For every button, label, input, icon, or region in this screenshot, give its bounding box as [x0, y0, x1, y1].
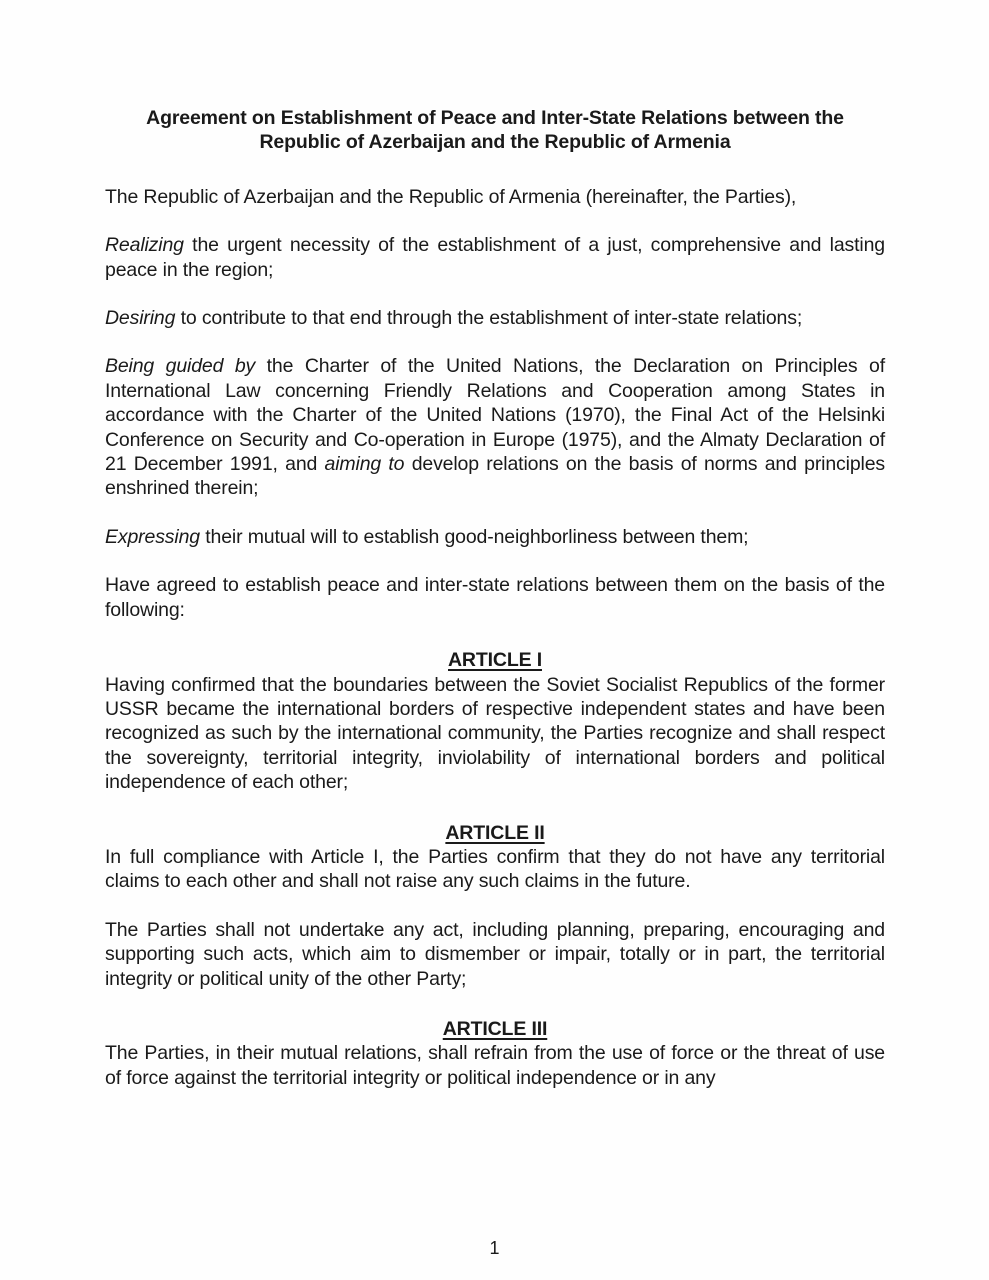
article-paragraph: The Parties, in their mutual relations, shall refrain from the use of force or the threat of use of force against the territorial integrity or political independence or in any: [105, 1042, 885, 1089]
paragraph-lead-italic: Desiring: [105, 307, 176, 330]
paragraph-text: develop relations on the basis of norms and principles enshrined therein;: [105, 453, 885, 500]
paragraph-lead-italic: Realizing: [105, 234, 184, 257]
article-heading-text: ARTICLE II: [445, 821, 545, 844]
paragraph-text: the urgent necessity of the establishment of a just, comprehensive and lasting peace in the region;: [105, 234, 885, 281]
article-section-1: [105, 648, 885, 794]
article-paragraph: The Parties shall not undertake any act, including planning, preparing, encouraging and supporting such acts, which aim to dismember or impair, totally or in part, the territorial integrity or political unity of the other Party;: [105, 918, 885, 990]
article-heading-text: ARTICLE I: [448, 649, 542, 672]
article-heading: [105, 648, 885, 672]
paragraph-inline-italic: aiming to: [324, 453, 405, 476]
preamble-paragraph: [105, 354, 885, 500]
preamble-paragraph: [105, 525, 885, 549]
article-section-2: [105, 821, 885, 991]
page-number: 1: [489, 1237, 500, 1258]
document-title: Agreement on Establishment of Peace and Inter-State Relations between the Republic of Azerbaijan and the Republic of Armenia: [146, 107, 844, 154]
paragraph-text: the Charter of the United Nations, the Declaration on Principles of International Law concerning Friendly Relations and Cooperation among States in accordance with the Charter of the United Nations (1970), the Final Act of the Helsinki Conference on Security and Co-operation in Europe (1975), and the Almaty Declaration of 21 December 1991, and: [105, 355, 885, 476]
article-heading-text: ARTICLE III: [442, 1017, 548, 1040]
paragraph-text: The Republic of Azerbaijan and the Republic of Armenia (hereinafter, the Parties),: [105, 185, 797, 208]
paragraph-text: to contribute to that end through the establishment of inter-state relations;: [175, 307, 803, 330]
preamble-section: [105, 185, 885, 622]
article-heading: [105, 1017, 885, 1041]
preamble-paragraph: [105, 573, 885, 622]
paragraph-lead-italic: Expressing: [105, 525, 200, 548]
preamble-paragraph: [105, 233, 885, 282]
article-heading: [105, 821, 885, 845]
paragraph-lead-italic: Being guided by: [105, 355, 256, 378]
preamble-paragraph: [105, 185, 885, 209]
paragraph-text: their mutual will to establish good-neighborliness between them;: [199, 525, 749, 548]
article-paragraph: Having confirmed that the boundaries between the Soviet Socialist Republics of the former USSR became the international borders of respective independent states and have been recognized as such by the international community, the Parties recognize and shall respect the sovereignty, territorial integrity, inviolability of international borders and political independence of each other;: [105, 673, 885, 794]
preamble-paragraph: [105, 306, 885, 330]
article-section-3: [105, 1017, 885, 1090]
paragraph-text: Have agreed to establish peace and inter-state relations between them on the basis of the following:: [105, 574, 885, 621]
article-paragraph: In full compliance with Article I, the Parties confirm that they do not have any territorial claims to each other and shall not raise any such claims in the future.: [105, 845, 885, 893]
